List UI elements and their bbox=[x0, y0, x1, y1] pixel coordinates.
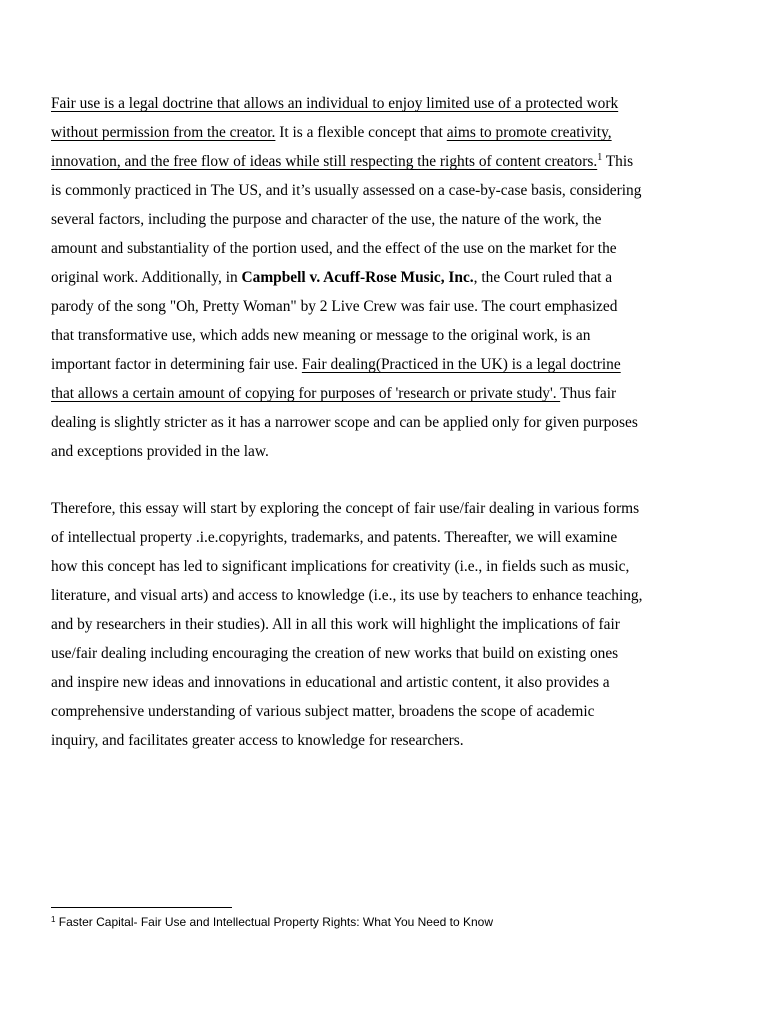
text-line: literature, and visual arts) and access to knowledge (i.e., its use by teachers to enhance teaching, bbox=[51, 587, 643, 604]
text-line bbox=[51, 379, 691, 408]
text-line: several factors, including the purpose and character of the use, the nature of the work, the bbox=[51, 211, 602, 228]
paragraph-fair-use-intro bbox=[51, 89, 691, 466]
text-line: that transformative use, which adds new meaning or message to the original work, is an bbox=[51, 327, 591, 344]
case-name-bold: Campbell v. Acuff-Rose Music, Inc. bbox=[241, 269, 474, 286]
text-run: This bbox=[602, 153, 634, 170]
text-line: is commonly practiced in The US, and it’s usually assessed on a case-by-case basis, considering bbox=[51, 182, 642, 199]
text-line bbox=[51, 89, 691, 118]
text-line: inquiry, and facilitates greater access to knowledge for researchers. bbox=[51, 732, 464, 749]
footnote-text: Faster Capital- Fair Use and Intellectual Property Rights: What You Need to Know bbox=[55, 915, 494, 929]
text-line: and inspire new ideas and innovations in educational and artistic content, it also provides a bbox=[51, 674, 610, 691]
text-line bbox=[51, 147, 691, 176]
underlined-text: without permission from the creator. bbox=[51, 124, 276, 141]
text-line: and exceptions provided in the law. bbox=[51, 443, 269, 460]
text-line: of intellectual property .i.e.copyrights, trademarks, and patents. Thereafter, we will examine bbox=[51, 529, 618, 546]
text-line: Therefore, this essay will start by exploring the concept of fair use/fair dealing in various forms bbox=[51, 500, 640, 517]
text-line: parody of the song "Oh, Pretty Woman" by 2 Live Crew was fair use. The court emphasized bbox=[51, 298, 618, 315]
text-run: important factor in determining fair use. bbox=[51, 356, 302, 373]
paragraph-essay-outline bbox=[51, 494, 691, 755]
text-line bbox=[51, 263, 691, 292]
underlined-text: innovation, and the free flow of ideas while still respecting the rights of content creators. bbox=[51, 153, 598, 170]
text-line bbox=[51, 350, 691, 379]
underlined-text: that allows a certain amount of copying for purposes of 'research or private study'. bbox=[51, 385, 561, 402]
underlined-text: aims to promote creativity, bbox=[446, 124, 612, 141]
text-line: comprehensive understanding of various subject matter, broadens the scope of academic bbox=[51, 703, 595, 720]
underlined-text: Fair dealing(Practiced in the UK) is a legal doctrine bbox=[301, 356, 621, 373]
footnote bbox=[51, 914, 493, 930]
text-line: and by researchers in their studies). All in all this work will highlight the implications of fair bbox=[51, 616, 620, 633]
text-line: amount and substantiality of the portion used, and the effect of the use on the market for the bbox=[51, 240, 617, 257]
text-line: how this concept has led to significant implications for creativity (i.e., in fields such as music, bbox=[51, 558, 630, 575]
text-line: dealing is slightly stricter as it has a narrower scope and can be applied only for given purposes bbox=[51, 414, 638, 431]
underlined-text: Fair use is a legal doctrine that allows an individual to enjoy limited use of a protected work bbox=[51, 95, 619, 112]
footnote-separator bbox=[51, 907, 232, 908]
text-run: It is a flexible concept that bbox=[275, 124, 447, 141]
footnote-reference[interactable]: 1 bbox=[597, 152, 603, 163]
text-run: Thus fair bbox=[560, 385, 617, 402]
text-line bbox=[51, 118, 691, 147]
footnote-marker: 1 bbox=[51, 915, 56, 924]
text-run: original work. Additionally, in bbox=[51, 269, 242, 286]
text-run: , the Court ruled that a bbox=[473, 269, 613, 286]
text-line: use/fair dealing including encouraging the creation of new works that build on existing ones bbox=[51, 645, 619, 662]
